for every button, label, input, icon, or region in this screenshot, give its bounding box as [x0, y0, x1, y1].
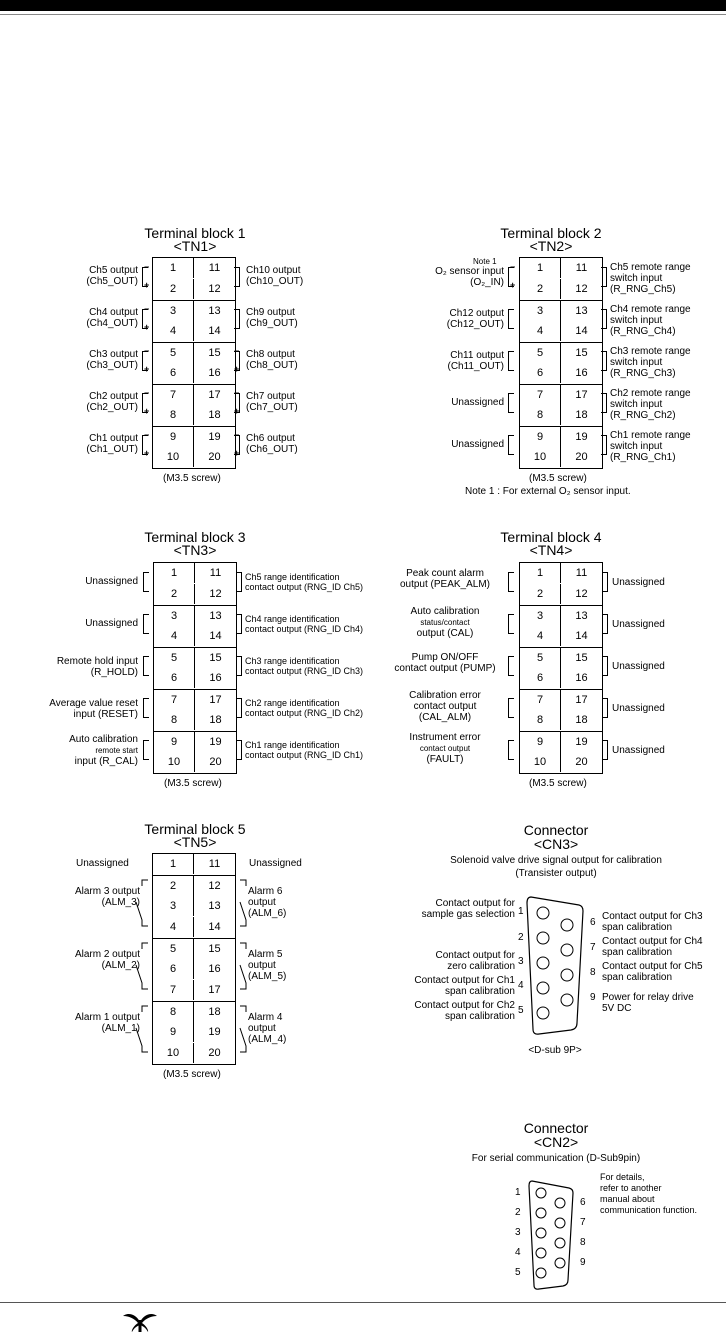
cn3-pin-label: Contact output for Ch4 span calibration [602, 936, 703, 958]
cn3-pin-label: Contact output for Ch5 span calibration [602, 961, 703, 983]
cn3-pin-number: 2 [518, 932, 524, 943]
tb2-left-label: Ch12 output (Ch12_OUT) [446, 308, 504, 330]
dsub-9p-connector-icon [525, 891, 585, 1041]
tb5-screw-note: (M3.5 screw) [163, 1069, 221, 1080]
terminal-number: 15 [209, 652, 222, 664]
plus-sign: + [234, 364, 240, 374]
minus-sign: − [144, 304, 150, 314]
cn3-pin-label: Contact output for Ch1 span calibration [414, 975, 515, 997]
tb5-right-top-label: Unassigned [249, 858, 302, 869]
terminal-number: 6 [520, 363, 561, 383]
cn2-title: Connector [523, 1120, 589, 1136]
terminal-number: 17 [208, 389, 221, 401]
cn3-pin-number: 6 [590, 917, 596, 928]
plus-sign: + [144, 406, 150, 416]
terminal-number: 18 [209, 714, 222, 726]
terminal-number: 2 [153, 279, 194, 299]
tb3-left-label: Unassigned [85, 618, 138, 629]
tb4-right-label: Unassigned [612, 661, 665, 672]
tb2-left-label: O₂ sensor input (O₂_IN) [435, 266, 504, 288]
tb1-title: Terminal block 1 [144, 225, 246, 241]
terminal-number: 5 [520, 343, 561, 363]
cn3-title: Connector [523, 822, 589, 838]
tb1-right-label: Ch7 output (Ch7_OUT) [246, 391, 298, 413]
tb2-right-label: Ch2 remote range switch input (R_RNG_Ch2) [610, 388, 691, 421]
terminal-number: 12 [208, 283, 221, 295]
terminal-number: 18 [575, 714, 588, 726]
cn3-pin-label: Contact output for zero calibration [435, 950, 515, 972]
terminal-number: 1 [520, 563, 561, 583]
terminal-number: 12 [575, 283, 588, 295]
cn3-pin-number: 9 [590, 992, 596, 1003]
terminal-number: 9 [153, 427, 194, 447]
tb5-subtitle: <TN5> [173, 834, 217, 850]
tb2-title: Terminal block 2 [500, 225, 602, 241]
plus-sign: + [234, 406, 240, 416]
tb3-left-label: Unassigned [85, 576, 138, 587]
tb5-left-label: Alarm 1 output (ALM_1) [74, 1012, 140, 1034]
tb1-left-label: Ch2 output (Ch2_OUT) [86, 391, 138, 413]
tb1-subtitle: <TN1> [173, 238, 217, 254]
tb2-right-label: Ch1 remote range switch input (R_RNG_Ch1) [610, 430, 691, 463]
terminal-number: 15 [575, 347, 588, 359]
terminal-number: 17 [209, 694, 222, 706]
terminal-number: 11 [575, 262, 588, 274]
terminal-number: 15 [575, 652, 588, 664]
tb1-left-label: Ch1 output (Ch1_OUT) [86, 433, 138, 455]
cn2-pin-number: 1 [515, 1187, 521, 1198]
tb1-right-label: Ch6 output (Ch6_OUT) [246, 433, 298, 455]
cn2-pin-number: 6 [580, 1197, 586, 1208]
cn3-subtitle: <CN3> [533, 836, 579, 852]
tb4-screw-note: (M3.5 screw) [529, 778, 587, 789]
tb3-title: Terminal block 3 [144, 529, 246, 545]
cn2-pin-number: 7 [580, 1217, 586, 1228]
terminal-number: 13 [208, 305, 221, 317]
plus-sign: + [234, 448, 240, 458]
tb3-left-label: Remote hold input (R_HOLD) [56, 656, 138, 678]
tb3-right-label: Ch2 range identification contact output (RNG_ID Ch2) [245, 698, 364, 718]
terminal-number: 15 [208, 943, 221, 955]
terminal-number: 20 [575, 451, 588, 463]
terminal-number: 5 [154, 648, 195, 668]
terminal-number: 3 [520, 606, 561, 626]
terminal-number: 16 [209, 672, 222, 684]
terminal-number: 14 [208, 921, 221, 933]
terminal-number: 11 [575, 567, 588, 579]
tb5-left-label: Alarm 2 output (ALM_2) [74, 949, 140, 971]
tb4-right-label: Unassigned [612, 703, 665, 714]
tb1-left-label: Ch3 output (Ch3_OUT) [86, 349, 138, 371]
terminal-number: 6 [154, 668, 195, 688]
terminal-number: 7 [153, 385, 194, 405]
terminal-number: 16 [575, 367, 588, 379]
cn3-pin-number: 5 [518, 1005, 524, 1016]
tb4-left-label: Instrument error contact output (FAULT) [409, 732, 481, 765]
cn3-footer: <D-sub 9P> [528, 1045, 582, 1056]
minus-sign: − [234, 388, 240, 398]
cn2-pin-number: 5 [515, 1267, 521, 1278]
tb4-subtitle: <TN4> [529, 542, 573, 558]
terminal-number: 19 [575, 736, 588, 748]
terminal-number: 6 [520, 668, 561, 688]
terminal-number: 8 [154, 710, 195, 730]
terminal-number: 18 [208, 409, 221, 421]
terminal-number: 19 [208, 1026, 221, 1038]
terminal-number: 12 [208, 880, 221, 892]
terminal-number: 19 [208, 431, 221, 443]
terminal-number: 13 [209, 610, 222, 622]
cn2-pin-number: 3 [515, 1227, 521, 1238]
tb2-left-label: Unassigned [451, 439, 504, 450]
terminal-number: 2 [520, 279, 561, 299]
cn2-subtitle: <CN2> [533, 1134, 579, 1150]
dsub-9pin-connector-icon [527, 1176, 575, 1294]
tb3-right-label: Ch5 range identification contact output (RNG_ID Ch5) [245, 572, 364, 592]
terminal-number: 8 [153, 1002, 194, 1022]
terminal-number: 9 [153, 1022, 194, 1042]
terminal-number: 4 [153, 321, 194, 341]
tb4-left-label: Calibration error contact output (CAL_ALM) [409, 690, 481, 723]
cn3-pin-number: 7 [590, 942, 596, 953]
terminal-number: 7 [153, 980, 194, 1000]
plus-sign: + [144, 364, 150, 374]
terminal-number: 1 [154, 563, 195, 583]
cn2-pin-number: 4 [515, 1247, 521, 1258]
cn2-pin-number: 2 [515, 1207, 521, 1218]
tb3-left-label: Average value reset input (RESET) [49, 698, 138, 720]
terminal-number: 17 [575, 389, 588, 401]
terminal-number: 15 [208, 347, 221, 359]
terminal-number: 20 [575, 756, 588, 768]
cn2-pin-number: 9 [580, 1257, 586, 1268]
terminal-number: 3 [153, 301, 194, 321]
terminal-number: 14 [575, 325, 588, 337]
tb4-right-label: Unassigned [612, 577, 665, 588]
cn3-pin-number: 3 [518, 956, 524, 967]
minus-sign: − [234, 430, 240, 440]
minus-sign: − [234, 346, 240, 356]
terminal-number: 9 [520, 732, 561, 752]
tb2-subtitle: <TN2> [529, 238, 573, 254]
terminal-number: 8 [520, 405, 561, 425]
terminal-number: 2 [153, 876, 194, 896]
cn3-pin-label: Contact output for Ch2 span calibration [414, 1000, 515, 1022]
cn3-pin-number: 8 [590, 967, 596, 978]
terminal-number: 9 [154, 732, 195, 752]
tb1-right-label: Ch10 output (Ch10_OUT) [246, 265, 304, 287]
terminal-number: 10 [153, 447, 194, 467]
terminal-number: 19 [209, 736, 222, 748]
tb3-right-label: Ch1 range identification contact output (RNG_ID Ch1) [245, 740, 364, 760]
plus-sign: + [144, 280, 150, 290]
terminal-number: 3 [154, 606, 195, 626]
cn3-description: Solenoid valve drive signal output for calibration [450, 855, 662, 866]
terminal-number: 19 [575, 431, 588, 443]
terminal-number: 7 [520, 385, 561, 405]
terminal-number: 8 [153, 405, 194, 425]
cn3-pin-label: Contact output for sample gas selection [421, 898, 515, 920]
terminal-number: 4 [520, 321, 561, 341]
cn2-note: For details, refer to another manual about communication function. [600, 1172, 698, 1215]
terminal-number: 13 [575, 610, 588, 622]
tb4-left-label: Peak count alarm output (PEAK_ALM) [399, 568, 491, 590]
plus-sign: + [144, 322, 150, 332]
tb4-right-label: Unassigned [612, 745, 665, 756]
tb1-right-label: Ch8 output (Ch8_OUT) [246, 349, 298, 371]
cn3-pin-number: 4 [518, 980, 524, 991]
minus-sign: − [144, 388, 150, 398]
terminal-number: 20 [208, 1047, 221, 1059]
tb3-subtitle: <TN3> [173, 542, 217, 558]
tb1-right-label: Ch9 output (Ch9_OUT) [246, 307, 298, 329]
terminal-number: 16 [208, 963, 221, 975]
plus-sign: + [144, 448, 150, 458]
tb5-left-top-label: Unassigned [76, 858, 129, 869]
terminal-number: 18 [575, 409, 588, 421]
terminal-number: 4 [520, 626, 561, 646]
terminal-number: 10 [154, 752, 195, 772]
terminal-number: 20 [209, 756, 222, 768]
tb2-screw-note: (M3.5 screw) [529, 473, 587, 484]
cn3-pin-label: Power for relay drive 5V DC [602, 992, 694, 1014]
tb2-left-label: Unassigned [451, 397, 504, 408]
tb5-right-label: Alarm 6 output (ALM_6) [248, 886, 287, 919]
tb3-screw-note: (M3.5 screw) [164, 778, 222, 789]
terminal-number: 13 [208, 900, 221, 912]
cn3-pin-label: Contact output for Ch3 span calibration [602, 911, 703, 933]
terminal-number: 9 [520, 427, 561, 447]
tb5-right-label: Alarm 4 output (ALM_4) [248, 1012, 287, 1045]
terminal-number: 11 [208, 262, 221, 274]
terminal-number: 7 [520, 690, 561, 710]
plus-sign: + [510, 280, 516, 290]
tb5-left-label: Alarm 3 output (ALM_3) [74, 886, 140, 908]
tb2-right-label: Ch4 remote range switch input (R_RNG_Ch4) [610, 304, 691, 337]
terminal-number: 6 [153, 363, 194, 383]
terminal-number: 12 [575, 588, 588, 600]
minus-sign: − [144, 346, 150, 356]
tb1-screw-note: (M3.5 screw) [163, 473, 221, 484]
terminal-number: 6 [153, 959, 194, 979]
terminal-number: 5 [520, 648, 561, 668]
terminal-number: 14 [575, 630, 588, 642]
tb2-right-label: Ch5 remote range switch input (R_RNG_Ch5) [610, 262, 691, 295]
cn3-description-2: (Transister output) [515, 868, 597, 879]
terminal-number: 10 [153, 1043, 194, 1063]
terminal-number: 13 [575, 305, 588, 317]
terminal-number: 5 [153, 939, 194, 959]
terminal-number: 11 [208, 858, 221, 870]
terminal-number: 5 [153, 343, 194, 363]
tb2-footnote: Note 1 : For external O₂ sensor input. [465, 486, 631, 497]
terminal-number: 17 [208, 984, 221, 996]
company-logo-icon [122, 1312, 158, 1332]
terminal-number: 7 [154, 690, 195, 710]
cn2-pin-number: 8 [580, 1237, 586, 1248]
terminal-number: 16 [208, 367, 221, 379]
terminal-number: 17 [575, 694, 588, 706]
terminal-number: 3 [153, 896, 194, 916]
terminal-number: 12 [209, 588, 222, 600]
terminal-number: 11 [209, 567, 222, 579]
minus-sign: − [144, 262, 150, 272]
terminal-number: 4 [154, 626, 195, 646]
terminal-number: 16 [575, 672, 588, 684]
footer-rule [0, 1302, 726, 1303]
tb1-left-label: Ch4 output (Ch4_OUT) [86, 307, 138, 329]
terminal-number: 14 [208, 325, 221, 337]
tb3-right-label: Ch3 range identification contact output (RNG_ID Ch3) [245, 656, 364, 676]
tb3-right-label: Ch4 range identification contact output (RNG_ID Ch4) [245, 614, 364, 634]
tb2-left-label: Ch11 output (Ch11_OUT) [447, 350, 504, 372]
terminal-number: 20 [208, 451, 221, 463]
tb4-left-label: Auto calibration status/contact output (CAL) [410, 606, 480, 639]
terminal-number: 3 [520, 301, 561, 321]
terminal-number: 1 [153, 854, 194, 874]
terminal-number: 10 [520, 447, 561, 467]
terminal-number: 4 [153, 917, 194, 937]
terminal-number: 8 [520, 710, 561, 730]
cn3-pin-number: 1 [518, 906, 524, 917]
terminal-number: 18 [208, 1006, 221, 1018]
cn2-description: For serial communication (D-Sub9pin) [471, 1153, 641, 1164]
tb3-left-label: Auto calibration remote start input (R_CAL) [69, 734, 138, 767]
minus-sign: − [144, 430, 150, 440]
terminal-number: 2 [520, 584, 561, 604]
tb5-title: Terminal block 5 [144, 821, 246, 837]
tb2-right-label: Ch3 remote range switch input (R_RNG_Ch3) [610, 346, 691, 379]
terminal-number: 1 [520, 258, 561, 278]
tb5-right-label: Alarm 5 output (ALM_5) [248, 949, 287, 982]
terminal-number: 1 [153, 258, 194, 278]
terminal-number: 14 [209, 630, 222, 642]
tb1-left-label: Ch5 output (Ch5_OUT) [86, 265, 138, 287]
terminal-number: 10 [520, 752, 561, 772]
minus-sign: − [510, 262, 516, 272]
tb4-left-label: Pump ON/OFF contact output (PUMP) [394, 652, 496, 674]
terminal-number: 2 [154, 584, 195, 604]
tb4-right-label: Unassigned [612, 619, 665, 630]
tb2-note1-marker: Note 1 [473, 257, 497, 266]
tb4-title: Terminal block 4 [500, 529, 602, 545]
